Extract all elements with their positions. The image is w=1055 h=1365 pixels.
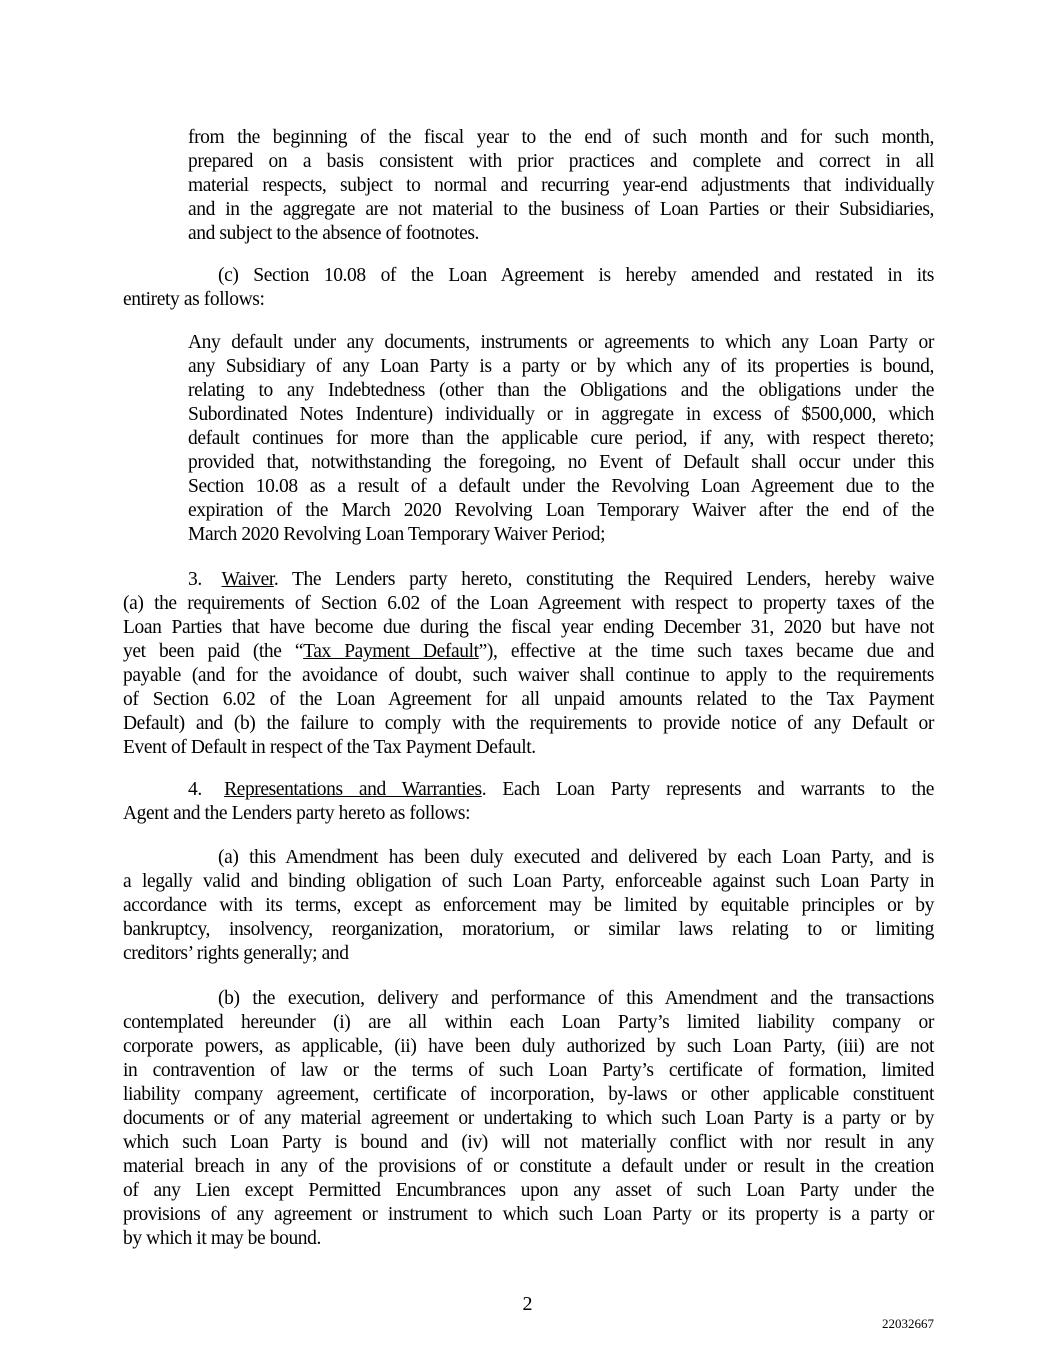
text-line: provided that, notwithstanding the foregoing, no Event of Default shall occur under this (188, 452, 934, 473)
text-line: Agent and the Lenders party hereto as follows: (123, 803, 471, 824)
text-line: creditors’ rights generally; and (123, 943, 349, 964)
text-line: Default) and (b) the failure to comply with the requirements to provide notice of any Default or (123, 713, 934, 734)
text-line: provisions of any agreement or instrument to which such Loan Party or its property is a party or (123, 1204, 934, 1225)
clause-a (123, 846, 934, 966)
text-line: March 2020 Revolving Loan Temporary Waiver Period; (188, 524, 606, 545)
text-line: corporate powers, as applicable, (ii) have been duly authorized by such Loan Party, (iii) are not (123, 1036, 934, 1057)
text-line: by which it may be bound. (123, 1228, 321, 1249)
section-4-representations (123, 778, 934, 826)
text-line: any Subsidiary of any Loan Party is a party or by which any of its properties is bound, (188, 356, 934, 377)
text-line: (a) this Amendment has been duly executed and delivered by each Loan Party, and is (218, 847, 934, 868)
text-line: material breach in any of the provisions of or constitute a default under or result in the creation (123, 1156, 934, 1177)
text-line (123, 640, 934, 664)
text-line: material respects, subject to normal and recurring year-end adjustments that individually (188, 175, 934, 196)
text-line: default continues for more than the applicable cure period, if any, with respect thereto; (188, 428, 934, 449)
text-line (188, 778, 934, 802)
text-line (188, 568, 934, 592)
text-line: of Section 6.02 of the Loan Agreement for all unpaid amounts related to the Tax Payment (123, 689, 934, 710)
clause-b (123, 987, 934, 1251)
section-number: 3. (188, 569, 202, 590)
page-number: 2 (522, 1293, 533, 1315)
section-10-08-quote (188, 331, 934, 547)
document-id: 22032667 (882, 1316, 934, 1331)
section-heading: Representations and Warranties (224, 779, 482, 800)
text-line: documents or of any material agreement or undertaking to which such Loan Party is a party or by (123, 1108, 934, 1129)
section-3-waiver (123, 568, 934, 760)
section-number: 4. (188, 779, 202, 800)
text-line: contemplated hereunder (i) are all within each Loan Party’s limited liability company or (123, 1012, 934, 1033)
text-span: yet been paid (the “ (123, 641, 304, 662)
text-line: Any default under any documents, instruments or agreements to which any Loan Party or (188, 332, 934, 353)
text-line: Event of Default in respect of the Tax Payment Default. (123, 737, 536, 758)
text-line: and in the aggregate are not material to the business of Loan Parties or their Subsidiaries, (188, 199, 934, 220)
text-line: (c) Section 10.08 of the Loan Agreement is hereby amended and restated in its (218, 265, 934, 286)
text-line: of any Lien except Permitted Encumbrances upon any asset of such Loan Party under the (123, 1180, 934, 1201)
text-line: prepared on a basis consistent with prior practices and complete and correct in all (188, 151, 934, 172)
text-line: accordance with its terms, except as enforcement may be limited by equitable principles or by (123, 895, 934, 916)
text-line: Section 10.08 as a result of a default under the Revolving Loan Agreement due to the (188, 476, 934, 497)
continued-paragraph (188, 126, 934, 246)
section-heading: Waiver (221, 569, 274, 590)
text-line: payable (and for the avoidance of doubt, such waiver shall continue to apply to the requirements (123, 665, 934, 686)
text-line: in contravention of law or the terms of such Loan Party’s certificate of formation, limited (123, 1060, 934, 1081)
amendment-clause-c (123, 264, 934, 312)
text-span: ”), effective at the time such taxes became due and (478, 641, 934, 662)
text-line: (b) the execution, delivery and performance of this Amendment and the transactions (218, 988, 934, 1009)
text-line: expiration of the March 2020 Revolving Loan Temporary Waiver after the end of the (188, 500, 934, 521)
text-span: . Each Loan Party represents and warrants to the (481, 779, 934, 800)
defined-term: Tax Payment Default (303, 641, 479, 662)
text-line: liability company agreement, certificate of incorporation, by-laws or other applicable constituent (123, 1084, 934, 1105)
text-line: bankruptcy, insolvency, reorganization, moratorium, or similar laws relating to or limiting (123, 919, 934, 940)
text-line: and subject to the absence of footnotes. (188, 223, 480, 244)
text-line: from the beginning of the fiscal year to the end of such month and for such month, (188, 127, 934, 148)
text-line: relating to any Indebtedness (other than the Obligations and the obligations under the (188, 380, 934, 401)
text-line: Subordinated Notes Indenture) individually or in aggregate in excess of $500,000, which (188, 404, 934, 425)
text-line: a legally valid and binding obligation of such Loan Party, enforceable against such Loan Party in (123, 871, 934, 892)
text-span: . The Lenders party hereto, constituting the Required Lenders, hereby waive (273, 569, 935, 590)
text-line: Loan Parties that have become due during the fiscal year ending December 31, 2020 but have not (123, 617, 934, 638)
text-line: entirety as follows: (123, 289, 265, 310)
text-line: (a) the requirements of Section 6.02 of the Loan Agreement with respect to property taxes of the (123, 593, 934, 614)
text-line: which such Loan Party is bound and (iv) will not materially conflict with nor result in any (123, 1132, 934, 1153)
